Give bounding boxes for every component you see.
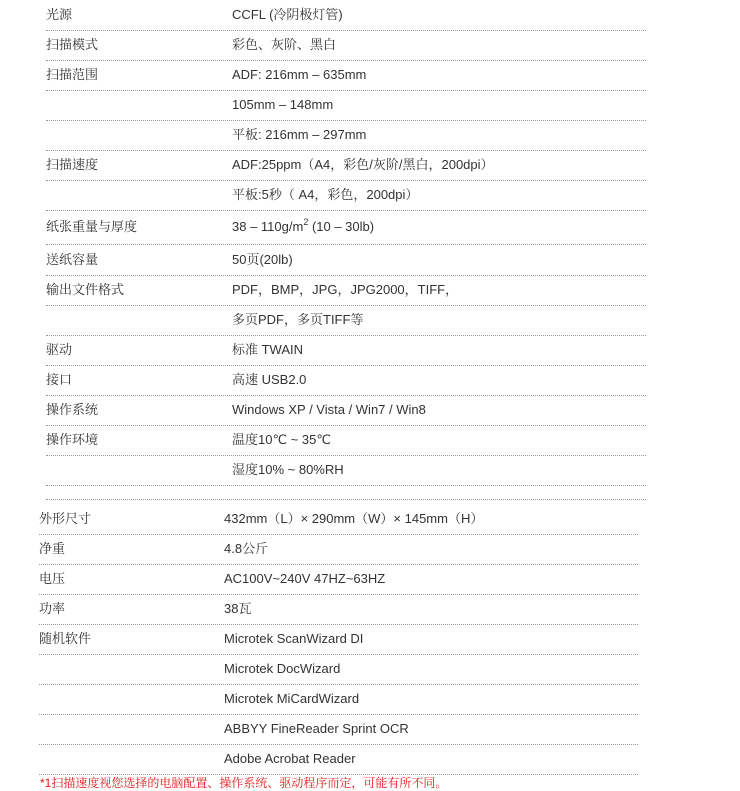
spec-value: Windows XP / Vista / Win7 / Win8 [232,402,426,417]
spec-label: 净重 [39,541,66,556]
spec-value: 4.8公斤 [224,541,269,556]
spec-row [46,395,646,426]
spec-row [46,365,646,396]
spec-row [46,90,646,121]
spec-row [46,210,646,245]
spec-row [46,305,646,336]
spec-value [232,212,374,242]
spec-value: 432mm（L）× 290mm（W）× 145mm（H） [224,511,484,526]
spec-label: 送纸容量 [46,252,99,267]
spec-row [39,714,638,745]
spec-value: Adobe Acrobat Reader [224,751,356,766]
spec-row [46,150,646,181]
spec-value: 多页PDF，多页TIFF等 [232,312,364,327]
spec-value: CCFL (冷阴极灯管) [232,7,343,22]
spec-row [46,60,646,91]
spec-label: 随机软件 [39,631,92,646]
spec-value: ADF: 216mm – 635mm [232,67,367,82]
spec-label: 功率 [39,601,66,616]
spec-value: Microtek DocWizard [224,661,341,676]
superscript: 2 [303,217,309,227]
spec-label: 操作系统 [46,402,99,417]
spec-row [46,425,646,456]
spec-label: 扫描模式 [46,37,99,52]
spec-spacer-row [46,485,646,500]
spec-row [46,30,646,61]
spec-row [39,654,638,685]
spec-row [46,120,646,151]
spec-row [46,455,646,486]
spec-row [39,684,638,715]
spec-row [46,275,646,306]
spec-value: 38瓦 [224,601,252,616]
spec-value: 标准 TWAIN [232,342,304,357]
spec-row [39,534,638,565]
spec-value: 高速 USB2.0 [232,372,307,387]
spec-value: ABBYY FineReader Sprint OCR [224,721,409,736]
spec-row [39,744,638,775]
spec-label: 驱动 [46,342,73,357]
spec-value-part: (10 – 30lb) [308,219,375,234]
footnote: *1扫描速度视您选择的电脑配置、操作系统、驱动程序而定，可能有所不同。 [40,776,448,790]
spec-value: 湿度10% ~ 80%RH [232,462,344,477]
spec-value: AC100V~240V 47HZ~63HZ [224,571,386,586]
spec-row [46,0,646,31]
spec-row [39,594,638,625]
spec-label: 外形尺寸 [39,511,92,526]
spec-value: PDF，BMP，JPG，JPG2000，TIFF， [232,282,459,297]
spec-row [39,624,638,655]
spec-label: 接口 [46,372,73,387]
spec-row [46,180,646,211]
spec-value: Microtek ScanWizard DI [224,631,364,646]
spec-label: 扫描速度 [46,157,99,172]
spec-label: 扫描范围 [46,67,99,82]
spec-label: 操作环境 [46,432,99,447]
spec-value: Microtek MiCardWizard [224,691,360,706]
spec-label: 纸张重量与厚度 [46,219,138,234]
spec-value: 彩色、灰阶、黑白 [232,37,337,52]
spec-value-part: 38 – 110g/m [232,219,304,234]
spec-value: 平板:5秒（ A4，彩色，200dpi） [232,187,419,202]
spec-label: 光源 [46,7,73,22]
spec-value: ADF:25ppm（A4，彩色/灰阶/黑白，200dpi） [232,157,494,172]
spec-row [39,504,638,535]
spec-row [39,564,638,595]
spec-value: 105mm – 148mm [232,97,334,112]
spec-label: 电压 [39,571,66,586]
spec-row [46,245,646,276]
spec-value: 温度10℃ ~ 35℃ [232,432,331,447]
spec-row [46,335,646,366]
spec-value: 50页(20lb) [232,252,293,267]
spec-label: 输出文件格式 [46,282,125,297]
spec-value: 平板: 216mm – 297mm [232,127,367,142]
